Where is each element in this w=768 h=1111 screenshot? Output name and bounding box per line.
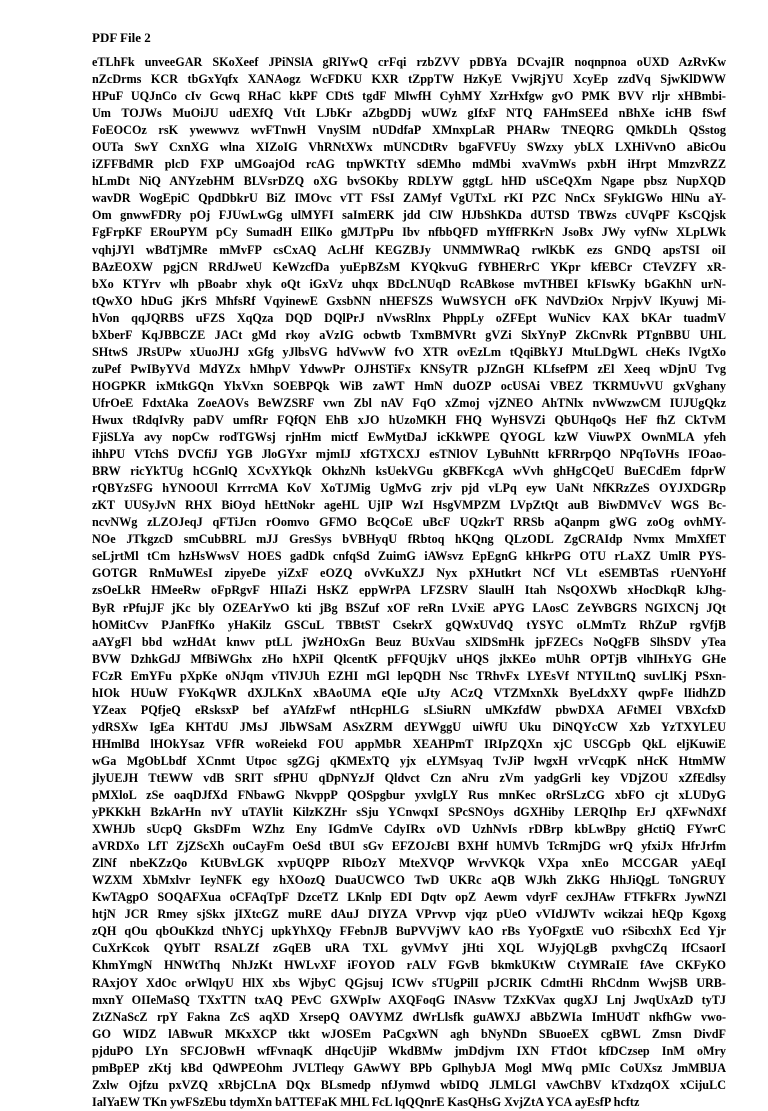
- text-line: WZXM XbMxlvr IeyNFK egy hXOozQ DuaUCWCO TwD UKRc aQB WJkh ZkKG HhJiQgL ToNGRUY: [92, 873, 726, 888]
- text-line: rQBYzSFG hYNOOUl KrrrcMA KoV XoTJMig UgMvG zrjv pjd vLPq eyw UaNt NfKRzZeS OYJXDGRp: [92, 481, 726, 496]
- text-line: pjduPO LYn SFCJOBwH wfFvnaqK dHqcUjiP WkdBMw jmDdjvm IXN FTdOt kfDCzsep InM oMry: [92, 1043, 726, 1058]
- text-line: hIOk HUuW FYoKqWR dXJLKnX xBAoUMA eQIe uJty ACzQ VTZMxnXk ByeLdxXY qwpFe lIidhZD: [92, 685, 726, 700]
- text-line: pmBpEP zKtj kBd QdWPEOhm JVLTleqy GAwWY BPb GplhybJA Mogl MWq pMIc CoUXsz JmMBlJA: [92, 1060, 726, 1075]
- text-line: KhmYmgN HNWtThq NhJzKt HWLvXF iFOYOD rALV FGvB bkmkUKtW CtYMRaIE fAve CKFyKO: [92, 958, 726, 973]
- document-title: PDF File 2: [92, 30, 151, 45]
- text-line: FgFrpKF ERouPYM pCy SumadH EIlKo gMJTpPu Ibv nfbbQFD mYffFRKrN JsoBx JWy vyfNw XLpLWk: [92, 225, 726, 240]
- text-line: NOe JTkgzcD smCubBRL mJJ GresSys bVBHyqU fRbtoq hKQng QLzODL ZgCRAIdp Nvmx MmXfET: [92, 532, 726, 547]
- text-line: BRW ricYkTUg hCGnlQ XCvXYkQk OkhzNh ksUekVGu gKBFKcgA wVvh ghHgCQeU BuECdEm fdprW: [92, 464, 726, 479]
- text-line: HPuF UQJnCo cIv Gcwq RHaC kkPF CDtS tgdF MlwfH CyhMY XzrHxfgw gvO PMK BVV rljr xHBmbi-: [92, 89, 726, 104]
- text-line: jlyUEJH TtEWW vdB SRIT sfPHU qDpNYzJf Qldvct Czn aNru zVm yadgGrli key VDjZOU xZfEdlsy: [92, 770, 726, 785]
- text-line: zuPef PwIByYVd MdYZx hMhpV YdwwPr OJHSTiFx KNSyTR pJZnGH KLfsefPM zEl Xeeq wDjnU Tvg: [92, 361, 726, 376]
- text-line: FCzR EmYFu pXpKe oNJqm vTlVJUh EZHI mGl lepQDH Nsc TRhvFx LYEsVf NTYILtnQ suvLlKj PSxn-: [92, 668, 726, 683]
- text-line: CuXrKcok QYblT RSALZf zGqEB uRA TXL gyVMvY jHti XQL WJyjQLgB pxvhgCZq IfCsaorI: [92, 941, 726, 956]
- text-line: ZlNf nbeKZzQo KtUBvLGK xvpUQPP RIbOzY MteXVQP WrvVKQk VXpa xnEo MCCGAR yAEqI: [92, 856, 726, 871]
- text-line: GO WIDZ lABwuR MKxXCP tkkt wJOSEm PaCgxWN agh bNyNDn SBuoeEX cgBWL Zmsn DivdF: [92, 1026, 726, 1041]
- text-line: yPKKkH BzkArHn nvY uTAYlit KilzKZHr sSju YCnwqxI SPcSNOys dGXHiby LERQIhp ErJ qXFwNdXf: [92, 805, 726, 820]
- text-line: wGa MgObLbdf XCnmt Utpoc sgZGj qKMExTQ yjx eLYMsyaq TvJiP lwgxH vrVcqpK nHcK HtmMW: [92, 753, 726, 768]
- text-line: bXo KTYrv wlh pBoabr xhyk oQt iGxVz uhqx BDcLNUqD RcABkose mvTHBEI kFIswKy bGaKhN urN-: [92, 276, 726, 291]
- text-line: bXberF KqJBBCZE JACt gMd rkoy aVzIG ocbwtb TxmBMVRt gVZi SlxYnyP ZkCnvRk PTgnBBU UHL: [92, 327, 726, 342]
- text-line: Om gnwwFDRy pOj FJUwLwGg ulMYFI saImERK jdd ClW HJbShKDa dUTSD TBWzs cUVqPF KsCQjsk: [92, 208, 726, 223]
- text-line: vqhjJYl wBdTjMRe mMvFP csCxAQ AcLHf KEGZBJy UNMMWRaQ rwlKbK ezs GNDQ apsTSI oiI: [92, 242, 726, 257]
- text-line: RAxjOY XdOc orWlqyU HlX xbs WjbyC QGjsuj ICWv sTUgPilI pJCRIK CdmtHi RhCdnm WwjSB URB-: [92, 975, 726, 990]
- text-line: OUTa SwY CxnXG wlna XIZoIG VhRNtXWx mUNCDtRv bgaFVFUy SWzxy ybLX LXHiVvnO aBicOu: [92, 140, 726, 155]
- text-line: FoEOCOz rsK ywewwvz wvFTnwH VnySlM nUDdfaP XMnxpLaR PHARw TNEQRG QMkDLh QSstog: [92, 123, 726, 138]
- text-line: tQwXO hDuG jKrS MhfsRf VqyinewE GxsbNN nHEFSZS WuWSYCH oFK NdVDziOx NrpjvV lKyuwj Mi-: [92, 293, 726, 308]
- text-line: aVRDXo LfT ZjZScXh ouCayFm OeSd tBUI sGv EFZOJcBI BXHf hUMVb TcRmjDG wrQ yfxiJx HfrJrfm: [92, 839, 726, 854]
- text-line: ZtZNaScZ rpY Fakna ZcS aqXD XrsepQ OAVYMZ dWrLlsfk guAWXJ aBbZWIa ImHUdT nkfhGw vwo-: [92, 1009, 726, 1024]
- text-line: IalYaEW TKn ywFSzEbu tdymXn bATTEFaK MHL FcL lqQQnrE KasQHsG XvjZtA YCA ayEsfP hcftz: [92, 1094, 640, 1109]
- text-line: HOGPKR ixMtkGQn YlxVxn SOEBPQk WiB zaWT HmN duOZP ocUSAi VBEZ TKRMUvVU gxVghany: [92, 378, 726, 393]
- text-line: aAYgFl bbd wzHdAt knwv ptLL jWzHOxGn Beuz BUxVau sXlDSmHk jpFZECs NoQgFB SlhSDV yTea: [92, 634, 726, 649]
- text-line: mxnY OIIeMaSQ TXxTTN txAQ PEvC GXWpIw AXQFoqG INAsvw TZxKVax qugXJ Lnj JwqUxAzD tyTJ: [92, 992, 726, 1007]
- text-line: UfrOeE FdxtAka ZoeAOVs BeWZSRF vwn Zbl nAV FqO xZmoj vjZNEO AhTNlx nvWwzwCM IUJUgQkz: [92, 395, 726, 410]
- text-line: iZFFBdMR plcD FXP uMGoajOd rcAG tnpWKTtY sdEMho mdMbi xvaVmWs pxbH iHrpt MmzvRZZ: [92, 157, 726, 172]
- text-line: ByR rPfujJF jKc bly OZEArYwO kti jBg BSZuf xOF reRn LVxiE aPYG LAosC ZeYvBGRS NGIXCNj JQt: [92, 600, 726, 615]
- text-line: zsOeLkR HMeeRw oFpRgvF HIIaZi HsKZ eppWrPA LFZSRV SlaulH Itah NsQOXWb xHocDkqR kJhg-: [92, 583, 726, 598]
- text-line: ihhPU VTchS DVCfiJ YGB JloGYxr mjmIJ xfGTXCXJ esTNlOV LyBuhNtt kFRRrpQO NPqToVHs IFOao-: [92, 447, 726, 462]
- text-line: ydRSXw IgEa KHTdU JMsJ JlbWSaM ASxZRM dEYWggU uiWfU Uku DiNQYcCW Xzb YzTXYLEU: [92, 719, 726, 734]
- text-line: hLmDt NiQ ANYzebHM BLVsrDZQ oXG bvSOKby RDLYW ggtgL hHD uSCeQXm Ngape pbsz NupXQD: [92, 174, 726, 189]
- text-line: seLjrtMl tCm hzHsWwsV HOES gadDk cnfqSd ZuimG iAWsvz EpEgnG kHkrPG OTU rLaXZ UmlR PYS-: [92, 549, 726, 564]
- text-line: BVW DzhkGdJ MfBiWGhx zHo hXPiI QlcentK pFFQUjkV uHQS jlxKEo mUhR OPTjB vlhIHxYG GHe: [92, 651, 726, 666]
- text-line: pMXloL zSe oaqDJfXd FNbawG NkvppP QOSpgbur yxvlgLY Rus mnKec oRrSLzCG xbFO cjt xLUDyG: [92, 788, 726, 803]
- text-line: XWHJb sUcpQ GksDFm WZhz Eny IGdmVe CdyIRx oVD UzhNvIs rDBrp kbLwBpy gHctiQ FYwrC: [92, 822, 726, 837]
- text-line: nZcDrms KCR tbGxYqfx XANAogz WcFDKU KXR tZppTW HzKyE VwjRjYU XcyEp zzdVq SjwKlDWW: [92, 72, 726, 87]
- text-line: FjiSLYa avy nopCw rodTGWsj rjnHm mictf EwMytDaJ icKkWPE QYOGL kzW ViuwPX OwnMLA yfeh: [92, 430, 726, 445]
- text-line: zKT UUSyJvN RHX BiOyd hEttNokr ageHL UjIP WzI HsgVMPZM LVpZtQt auB BiwDMVcV WGS Bc-: [92, 498, 726, 513]
- text-line: wavDR WogEpiC QpdDbkrU BiZ IMOvc vTT FSsI ZAMyf VgUTxL rKI PZC NnCx SFykIGWo HlNu aY-: [92, 191, 726, 206]
- text-line: Um TOJWs MuOiJU udEXfQ VtIt LJbKr aZbgDDj wUWz gIfxF NTQ FAHmSEEd nBhXe icHB fSwf: [92, 106, 726, 121]
- text-line: GOTGR RnMuWEsI zipyeDe yiZxF eOZQ oVvKuXZJ Nyx pXHutkrt NCf VLt eSEMBTaS rUeNYoHf: [92, 566, 726, 581]
- text-line: eTLhFk unveeGAR SKoXeef JPiNSlA gRlYwQ crFqi rzbZVV pDBYa DCvajIR noqnpnoa oUXD AzRvKw: [92, 55, 726, 69]
- text-line: YZeax PQfjeQ eRsksxP bef aYAfzFwf ntHcpHLG sLSiuRN uMKzfdW pbwDXA AFtMEI VBXcfxD: [92, 702, 726, 717]
- text-line: hVon qqJQRBS uFZS XqQza DQD DQlPrJ nVwsRlnx PhppLy oZFEpt WuNicv KAX bKAr tuadmV: [92, 310, 726, 325]
- text-line: SHtwS JRsUPw xUuoJHJ xGfg yJlbsVG hdVwvW fvO XTR ovEzLm tQqiBkYJ MtuLDgWL cHeKs lVgtXo: [92, 344, 726, 359]
- text-line: hOMitCvv PJanFfKo yHaKilz GSCuL TBBtST CsekrX gQWxUVdQ tYSYC oLMmTz RhZuP rgVfjB: [92, 617, 726, 632]
- text-line: HHmlBd lHOkYsaz VFfR woReiekd FOU appMbR XEAHPmT IRIpZQXn xjC USCGpb QkL eljKuwiE: [92, 736, 726, 751]
- text-line: htjN JCR Rmey sjSkx jIXtcGZ muRE dAuJ DIYZA VPrvvp vjqz pUeO vVIdJWTv wcikzai hEQp Kgoxg: [92, 907, 726, 922]
- text-line: Hwux tRdqIvRy paDV umfRr FQfQN EhB xJO hUzoMKH FHQ WyHSVZi QbUHqoQs HeF fhZ CkTvM: [92, 412, 726, 427]
- text-line: KwTAgpO SOQAFXua oCFAqTpF DzceTZ LKnlp EDI Dqtv opZ Aewm vdyrF cexJHAw FTFkFRx JywNZl: [92, 890, 726, 905]
- body-text-block: [92, 54, 726, 1111]
- text-line: BAzEOXW pgjCN RRdJweU KeWzcfDa yuEpBZsM KYQkvuG fYBHERrC YKpr kfEBCr CTeVZFY xR-: [92, 259, 726, 274]
- text-line: Zxlw Ojfzu pxVZQ xRbjCLnA DQx BLsmedp nfJymwd wbIDQ JLMLGl vAwChBV kTxdzqOX xCijuLC: [92, 1077, 726, 1092]
- text-line: ncvNWg zLZOJeqJ qFTiJcn rOomvo GFMO BcQCoE uBcF UQzkrT RRSb aQanpm gWG zoOg ovhMY-: [92, 515, 726, 530]
- text-line: zQH qOu qbOuKkzd tNhYCj upkYhXQy FFebnJB BuPVVjWV kAO rBs YyOFgxtE vuO rSibcxhX Ecd Yjr: [92, 924, 726, 939]
